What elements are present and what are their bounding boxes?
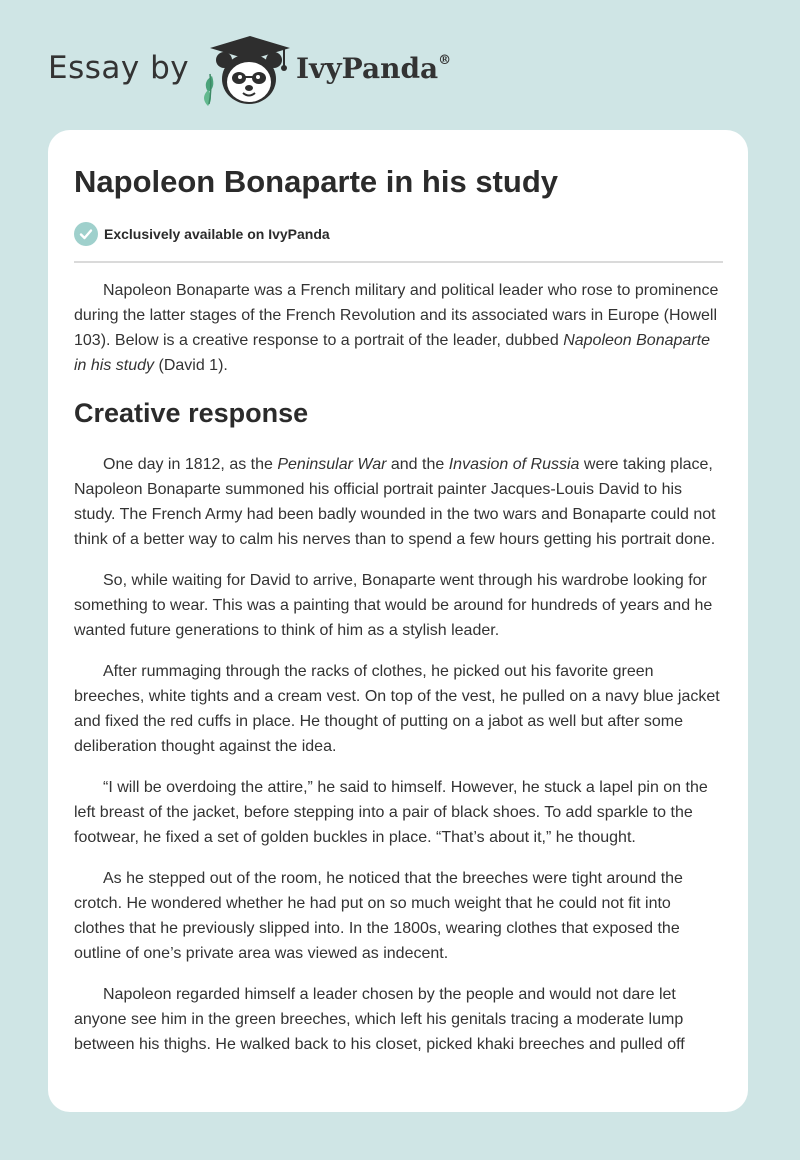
p1-italic-2: Invasion of Russia: [448, 456, 580, 473]
paragraph: [74, 452, 724, 552]
paragraph: Napoleon regarded himself a leader chosen by the people and would not dare let anyone see him in the green breeches, which left his genitals tracing a moderate lump between his thighs. He walked back to his closet, picked khaki breeches and pulled off: [74, 986, 685, 1053]
brand-name-text: IvyPanda: [296, 52, 439, 85]
paragraph: As he stepped out of the room, he noticed that the breeches were tight around the crotch. He wondered whether he had put on so much weight that he could not fit into clothes that he previously slipped into. In the 1800s, wearing clothes that exposed the outline of one’s private area was viewed as indecent.: [74, 870, 683, 962]
p1-text-a: One day in 1812, as the: [103, 456, 278, 473]
badge-label: Exclusively available on IvyPanda: [104, 226, 330, 242]
intro-paragraph: [74, 278, 724, 378]
check-circle-icon: [74, 222, 98, 246]
intro-text-2: (David 1).: [154, 357, 228, 374]
paragraph: “I will be overdoing the attire,” he said to himself. However, he stuck a lapel pin on the left breast of the jacket, before stepping into a pair of black shoes. To add sparkle to the footwear, he fixed a set of golden buckles in place. “That’s about it,” he thought.: [74, 779, 708, 846]
page-title: Napoleon Bonaparte in his study: [74, 164, 558, 199]
intro-text-1: Napoleon Bonaparte was a French military and political leader who rose to prominence during the latter stages of the French Revolution and its associated wars in Europe (Howell 103). Below is a creative response to a portrait of the leader, dubbed: [74, 282, 719, 349]
p1-text-c: were taking place, Napoleon Bonaparte summoned his official portrait painter Jacques-Louis David to his study. The French Army had been badly wounded in the two wars and Bonaparte could not think of a better way to calm his nerves than to spend a few hours getting his portrait done.: [74, 456, 716, 548]
essay-by-label: Essay by: [48, 50, 190, 86]
exclusive-badge: [74, 222, 330, 246]
section-heading: Creative response: [74, 398, 309, 428]
intro-italic-title: Napoleon Bonaparte in his study: [74, 332, 710, 374]
divider: [74, 261, 723, 263]
essay-card: [48, 130, 748, 1112]
site-header: [0, 0, 800, 130]
p1-italic-1: Peninsular War: [277, 456, 387, 473]
ivypanda-logo-icon[interactable]: [198, 34, 294, 110]
registered-mark: ®: [438, 52, 452, 68]
essay-body: [74, 278, 724, 1073]
paragraph: After rummaging through the racks of clothes, he picked out his favorite green breeches, white tights and a cream vest. On top of the vest, he pulled on a navy blue jacket and fixed the red cuffs in place. He thought of putting on a jabot as well but after some deliberation thought against the idea.: [74, 663, 720, 755]
brand-name[interactable]: [296, 52, 451, 85]
p1-text-b: and the: [386, 456, 449, 473]
paragraph: So, while waiting for David to arrive, Bonaparte went through his wardrobe looking for something to wear. This was a painting that would be around for hundreds of years and he wanted future generations to think of him as a stylish leader.: [74, 572, 713, 639]
